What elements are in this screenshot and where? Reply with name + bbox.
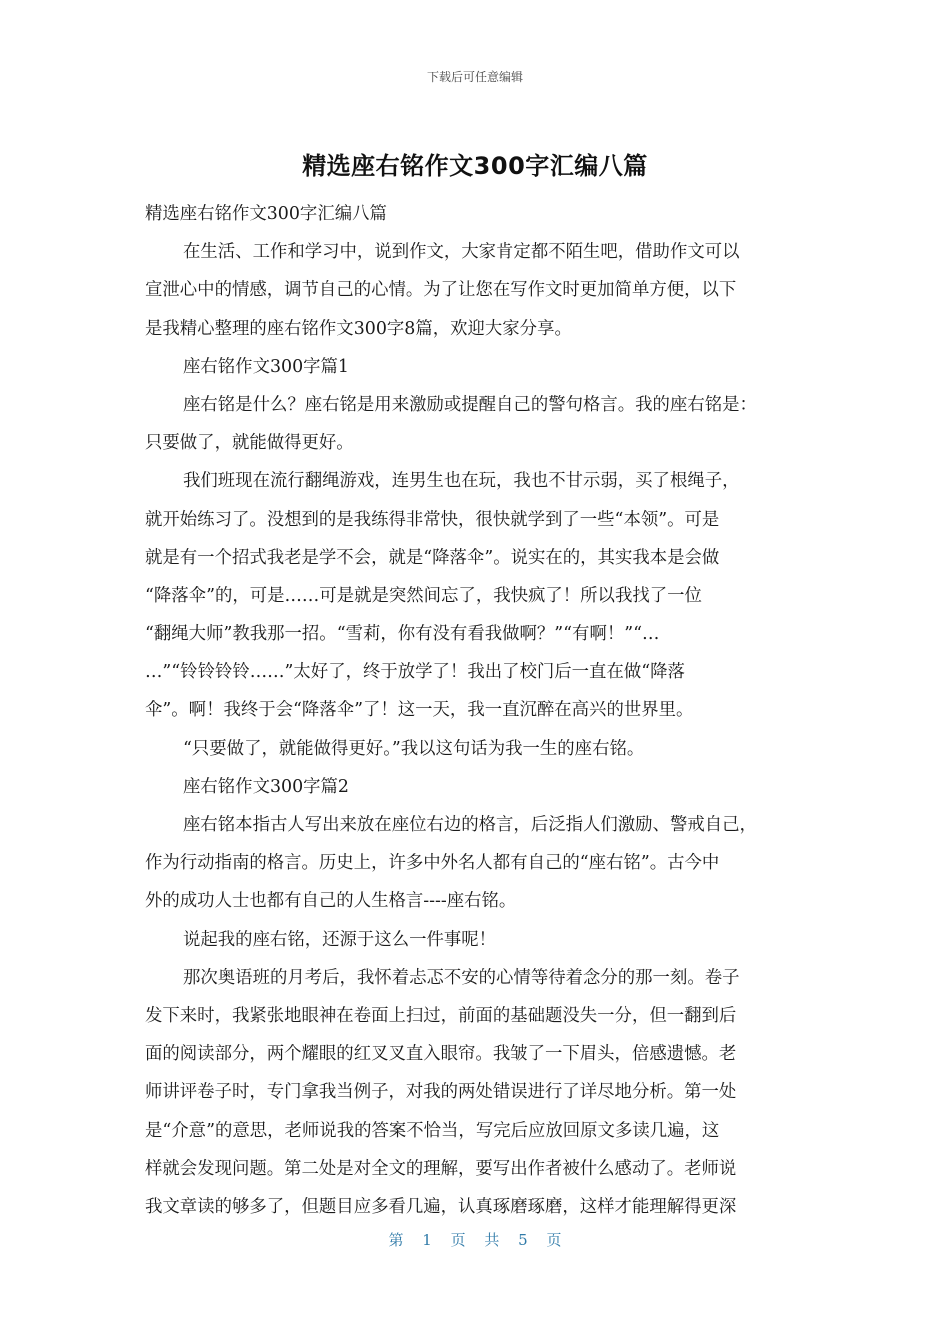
document-body bbox=[145, 195, 807, 1226]
text-line: 我们班现在流行翻绳游戏，连男生也在玩，我也不甘示弱，买了根绳子， bbox=[183, 471, 740, 492]
text-line: 在生活、工作和学习中，说到作文，大家肯定都不陌生吧，借助作文可以 bbox=[183, 242, 740, 263]
text-line: 座右铭本指古人写出来放在座位右边的格言，后泛指人们激励、警戒自己， bbox=[183, 815, 757, 835]
text-line: 座右铭作文300字篇1 bbox=[183, 356, 349, 377]
text-line: 是我精心整理的座右铭作文300字8篇，欢迎大家分享。 bbox=[145, 318, 572, 339]
text-line: 外的成功人士也都有自己的人生格言----座右铭。 bbox=[145, 891, 517, 912]
text-line: “只要做了，就能做得更好。”我以这句话为我一生的座右铭。 bbox=[183, 738, 645, 759]
document-title: 精选座右铭作文300字汇编八篇 bbox=[302, 152, 648, 180]
text-line: 就开始练习了。没想到的是我练得非常快，很快就学到了一些“本领”。可是 bbox=[145, 509, 720, 530]
text-line: “降落伞”的，可是……可是就是突然间忘了，我快疯了！所以我找了一位 bbox=[145, 585, 702, 606]
text-line: 只要做了，就能做得更好。 bbox=[145, 433, 354, 454]
text-line: 伞”。啊！我终于会“降落伞”了！这一天，我一直沉醉在高兴的世界里。 bbox=[145, 700, 694, 721]
text-line: 座右铭是什么？座右铭是用来激励或提醒自己的警句格言。我的座右铭是： bbox=[183, 394, 757, 415]
text-line: 师讲评卷子时，专门拿我当例子，对我的两处错误进行了详尽地分析。第一处 bbox=[145, 1082, 737, 1103]
text-line: 座右铭作文300字篇2 bbox=[183, 776, 349, 797]
text-line: 宣泄心中的情感，调节自己的心情。为了让您在写作文时更加简单方便，以下 bbox=[145, 280, 737, 301]
text-line: 那次奥语班的月考后，我怀着忐忑不安的心情等待着念分的那一刻。卷子 bbox=[183, 967, 740, 988]
text-line: 就是有一个招式我老是学不会，就是“降落伞”。说实在的，其实我本是会做 bbox=[145, 547, 720, 568]
text-line: 是“介意”的意思，老师说我的答案不恰当，写完后应放回原文多读几遍，这 bbox=[145, 1120, 720, 1141]
text-line: 说起我的座右铭，还源于这么一件事呢！ bbox=[183, 929, 497, 950]
text-line: 面的阅读部分，两个耀眼的红叉叉直入眼帘。我皱了一下眉头，倍感遗憾。老 bbox=[145, 1044, 737, 1065]
text-line: 作为行动指南的格言。历史上，许多中外名人都有自己的“座右铭”。古今中 bbox=[145, 853, 720, 874]
text-line: …”“铃铃铃铃……”太好了，终于放学了！我出了校门后一直在做“降落 bbox=[145, 662, 685, 683]
text-line: 样就会发现问题。第二处是对全文的理解，要写出作者被什么感动了。老师说 bbox=[145, 1158, 737, 1179]
text-line: “翻绳大师”教我那一招。“雪莉，你有没有看我做啊？”“有啊！”“… bbox=[145, 624, 660, 645]
text-line: 发下来时，我紧张地眼神在卷面上扫过，前面的基础题没失一分，但一翻到后 bbox=[145, 1005, 737, 1026]
page-footer: 第 1 页 共 5 页 bbox=[388, 1231, 562, 1249]
text-line: 精选座右铭作文300字汇编八篇 bbox=[145, 204, 387, 224]
text-line: 我文章读的够多了，但题目应多看几遍，认真琢磨琢磨，这样才能理解得更深 bbox=[145, 1196, 737, 1217]
header-note: 下载后可任意编辑 bbox=[426, 70, 523, 84]
